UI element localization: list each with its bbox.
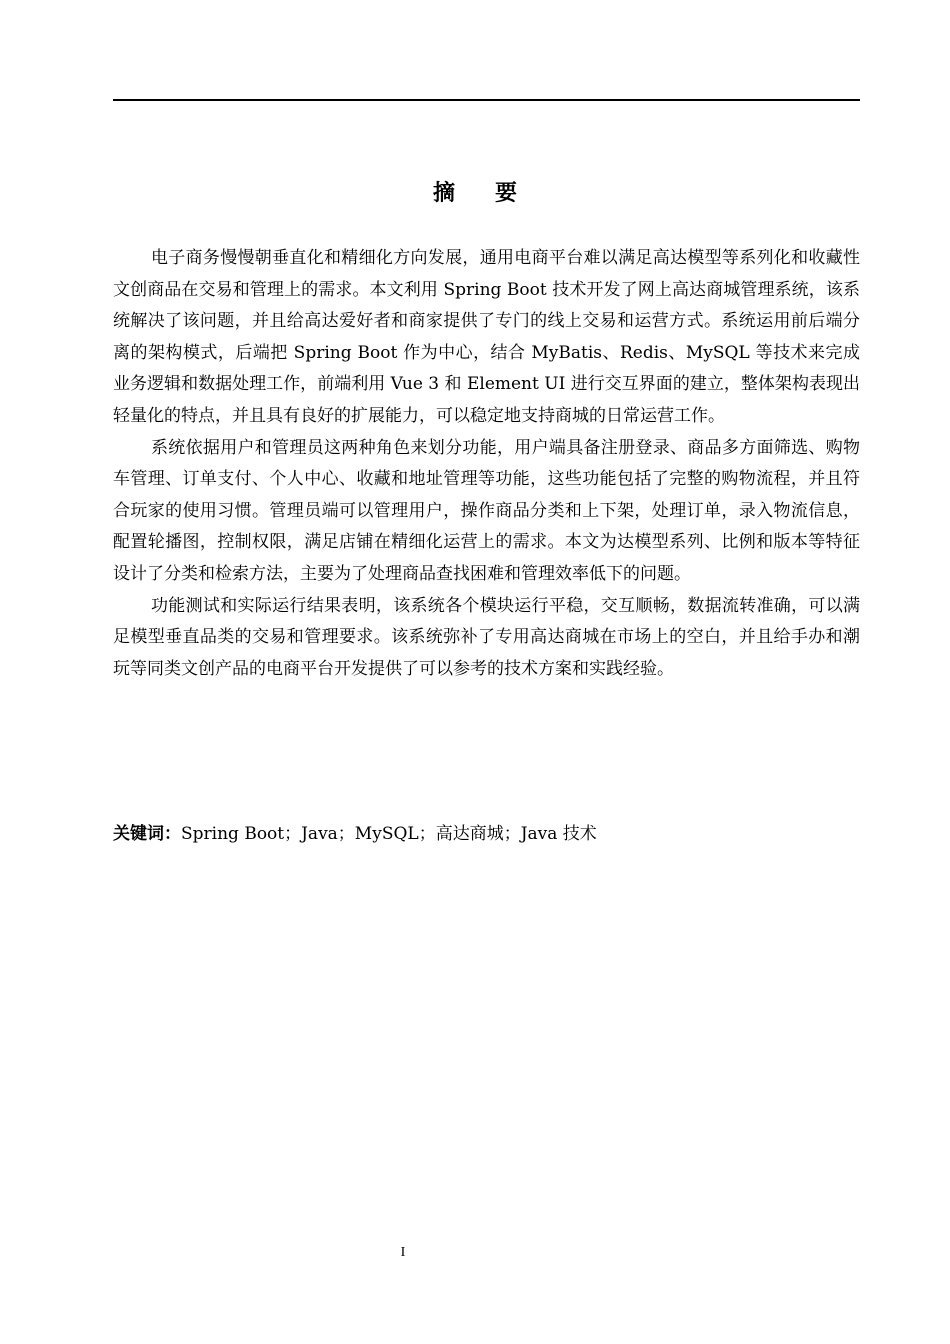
abstract-title: 摘要 [432,181,557,206]
abstract-paragraph-2: 系统依据用户和管理员这两种角色来划分功能，用户端具备注册登录、商品多方面筛选、购物车管理、订单支付、个人中心、收藏和地址管理等功能，这些功能包括了完整的购物流程，并且符合玩家的使用习惯。管理员端可以管理用户，操作商品分类和上下架，处理订单，录入物流信息，配置轮播图，控制权限，满足店铺在精细化运营上的需求。本文为达模型系列、比例和版本等特征设计了分类和检索方法，主要为了处理商品查找困难和管理效率低下的问题。 [113,437,860,584]
abstract-body [113,243,860,685]
keywords-label: 关键词： [113,824,181,844]
keywords-line [113,820,860,848]
keywords-text: Spring Boot；Java；MySQL；高达商城；Java 技术 [181,824,597,844]
header-rule [113,99,860,101]
abstract-paragraph-3: 功能测试和实际运行结果表明，该系统各个模块运行平稳，交互顺畅，数据流转准确，可以满足模型垂直品类的交易和管理要求。该系统弥补了专用高达商城在市场上的空白，并且给手办和潮玩等同类文创产品的电商平台开发提供了可以参考的技术方案和实践经验。 [113,595,860,679]
abstract-paragraph-1: 电子商务慢慢朝垂直化和精细化方向发展，通用电商平台难以满足高达模型等系列化和收藏性文创商品在交易和管理上的需求。本文利用 Spring Boot 技术开发了网上高达商城管理系统，该系统解决了该问题，并且给高达爱好者和商家提供了专门的线上交易和运营方式。系统运用前后端分离的架构模式，后端把 Spring Boot 作为中心，结合 MyBatis、Redis、MySQL 等技术来完成业务逻辑和数据处理工作，前端利用 Vue 3 和 Element UI 进行交互界面的建立，整体架构表现出轻量化的特点，并且具有良好的扩展能力，可以稳定地支持商城的日常运营工作。 [113,248,860,426]
page-number: I [400,1245,406,1260]
